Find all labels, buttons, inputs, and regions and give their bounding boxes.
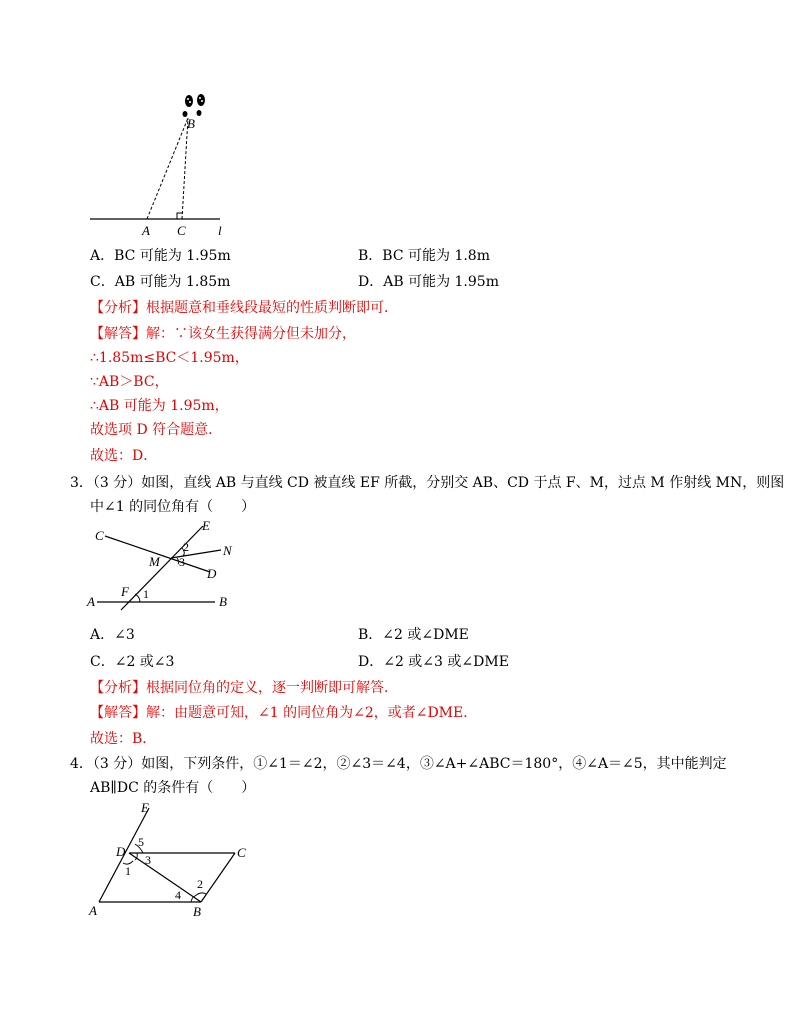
label-D: D bbox=[116, 844, 126, 859]
label-A: A bbox=[87, 594, 95, 609]
angle-3-label: 3 bbox=[179, 555, 185, 569]
q3-option-a: A．∠3 bbox=[90, 627, 135, 643]
figure-q4-parallelogram bbox=[85, 798, 255, 920]
q3-option-c: C．∠2 或∠3 bbox=[90, 654, 175, 670]
q3-option-d: D．∠2 或∠3 或∠DME bbox=[358, 654, 509, 670]
q3-choice: 故选：B． bbox=[90, 731, 157, 747]
label-C: C bbox=[95, 528, 104, 543]
line-BC bbox=[201, 853, 235, 902]
label-C: C bbox=[237, 845, 246, 860]
q2-answer-line2: ∴1.85m≤BC＜1.95m， bbox=[90, 350, 249, 366]
label-N: N bbox=[223, 543, 232, 558]
q3-option-b: B．∠2 或∠DME bbox=[358, 627, 469, 643]
label-B: B bbox=[193, 904, 201, 919]
label-A: A bbox=[142, 223, 150, 238]
q2-option-d: D．AB 可能为 1.95m bbox=[358, 274, 499, 290]
q2-choice: 故选：D． bbox=[90, 448, 158, 464]
angle-1-label: 1 bbox=[143, 587, 149, 601]
figure-q3-transversal bbox=[85, 518, 245, 613]
label-A: A bbox=[89, 903, 97, 918]
angle-2-label: 2 bbox=[183, 540, 189, 554]
q3-analysis: 【分析】根据同位角的定义，逐一判断即可解答． bbox=[90, 680, 398, 696]
segment-BC-dashed bbox=[182, 118, 188, 219]
diagonal-DB bbox=[129, 853, 201, 902]
figure-perpendicular bbox=[85, 92, 235, 242]
label-D: D bbox=[207, 566, 217, 581]
q2-answer-line3: ∵AB＞BC， bbox=[90, 374, 169, 390]
q2-option-a: A．BC 可能为 1.95m bbox=[90, 248, 231, 264]
label-F: F bbox=[121, 584, 129, 599]
line-EF bbox=[121, 526, 203, 610]
label-B: B bbox=[219, 594, 227, 609]
label-l: l bbox=[218, 223, 222, 238]
q3-stem-line1: 3．（3 分）如图，直线 AB 与直线 CD 被直线 EF 所截，分别交 AB、CD 于点 F、M，过点 M 作射线 MN，则图 bbox=[70, 475, 785, 491]
label-B: B bbox=[187, 116, 195, 131]
q3-answer: 【解答】解：由题意可知，∠1 的同位角为∠2，或者∠DME． bbox=[90, 705, 478, 721]
angle-2-label: 2 bbox=[197, 877, 203, 891]
label-M: M bbox=[149, 554, 160, 569]
label-E: E bbox=[141, 800, 149, 815]
angle-1-label: 1 bbox=[125, 864, 131, 878]
angle-2-arc bbox=[195, 893, 206, 896]
shoe-icon bbox=[183, 94, 206, 117]
angle-3-label: 3 bbox=[145, 853, 151, 867]
label-E: E bbox=[202, 518, 210, 533]
label-C: C bbox=[177, 223, 186, 238]
q3-stem-line2: 中∠1 的同位角有（ ） bbox=[90, 499, 256, 515]
q2-answer-line1: 【解答】解：∵该女生获得满分但未加分， bbox=[90, 326, 356, 342]
q2-option-b: B．BC 可能为 1.8m bbox=[358, 248, 490, 264]
q2-analysis: 【分析】根据题意和垂线段最短的性质判断即可． bbox=[90, 300, 398, 316]
q4-stem-line2: AB∥DC 的条件有（ ） bbox=[90, 780, 256, 796]
q4-stem-line1: 4．（3 分）如图，下列条件，①∠1＝∠2，②∠3＝∠4，③∠A+∠ABC＝180°，④∠A＝∠5，其中能判定 bbox=[70, 756, 727, 772]
q2-answer-line5: 故选项 D 符合题意． bbox=[90, 422, 223, 438]
angle-5-label: 5 bbox=[138, 835, 144, 849]
q2-answer-line4: ∴AB 可能为 1.95m， bbox=[90, 398, 229, 414]
q2-option-c: C．AB 可能为 1.85m bbox=[90, 274, 231, 290]
angle-4-label: 4 bbox=[175, 888, 181, 902]
segment-AB-dashed bbox=[147, 118, 188, 219]
